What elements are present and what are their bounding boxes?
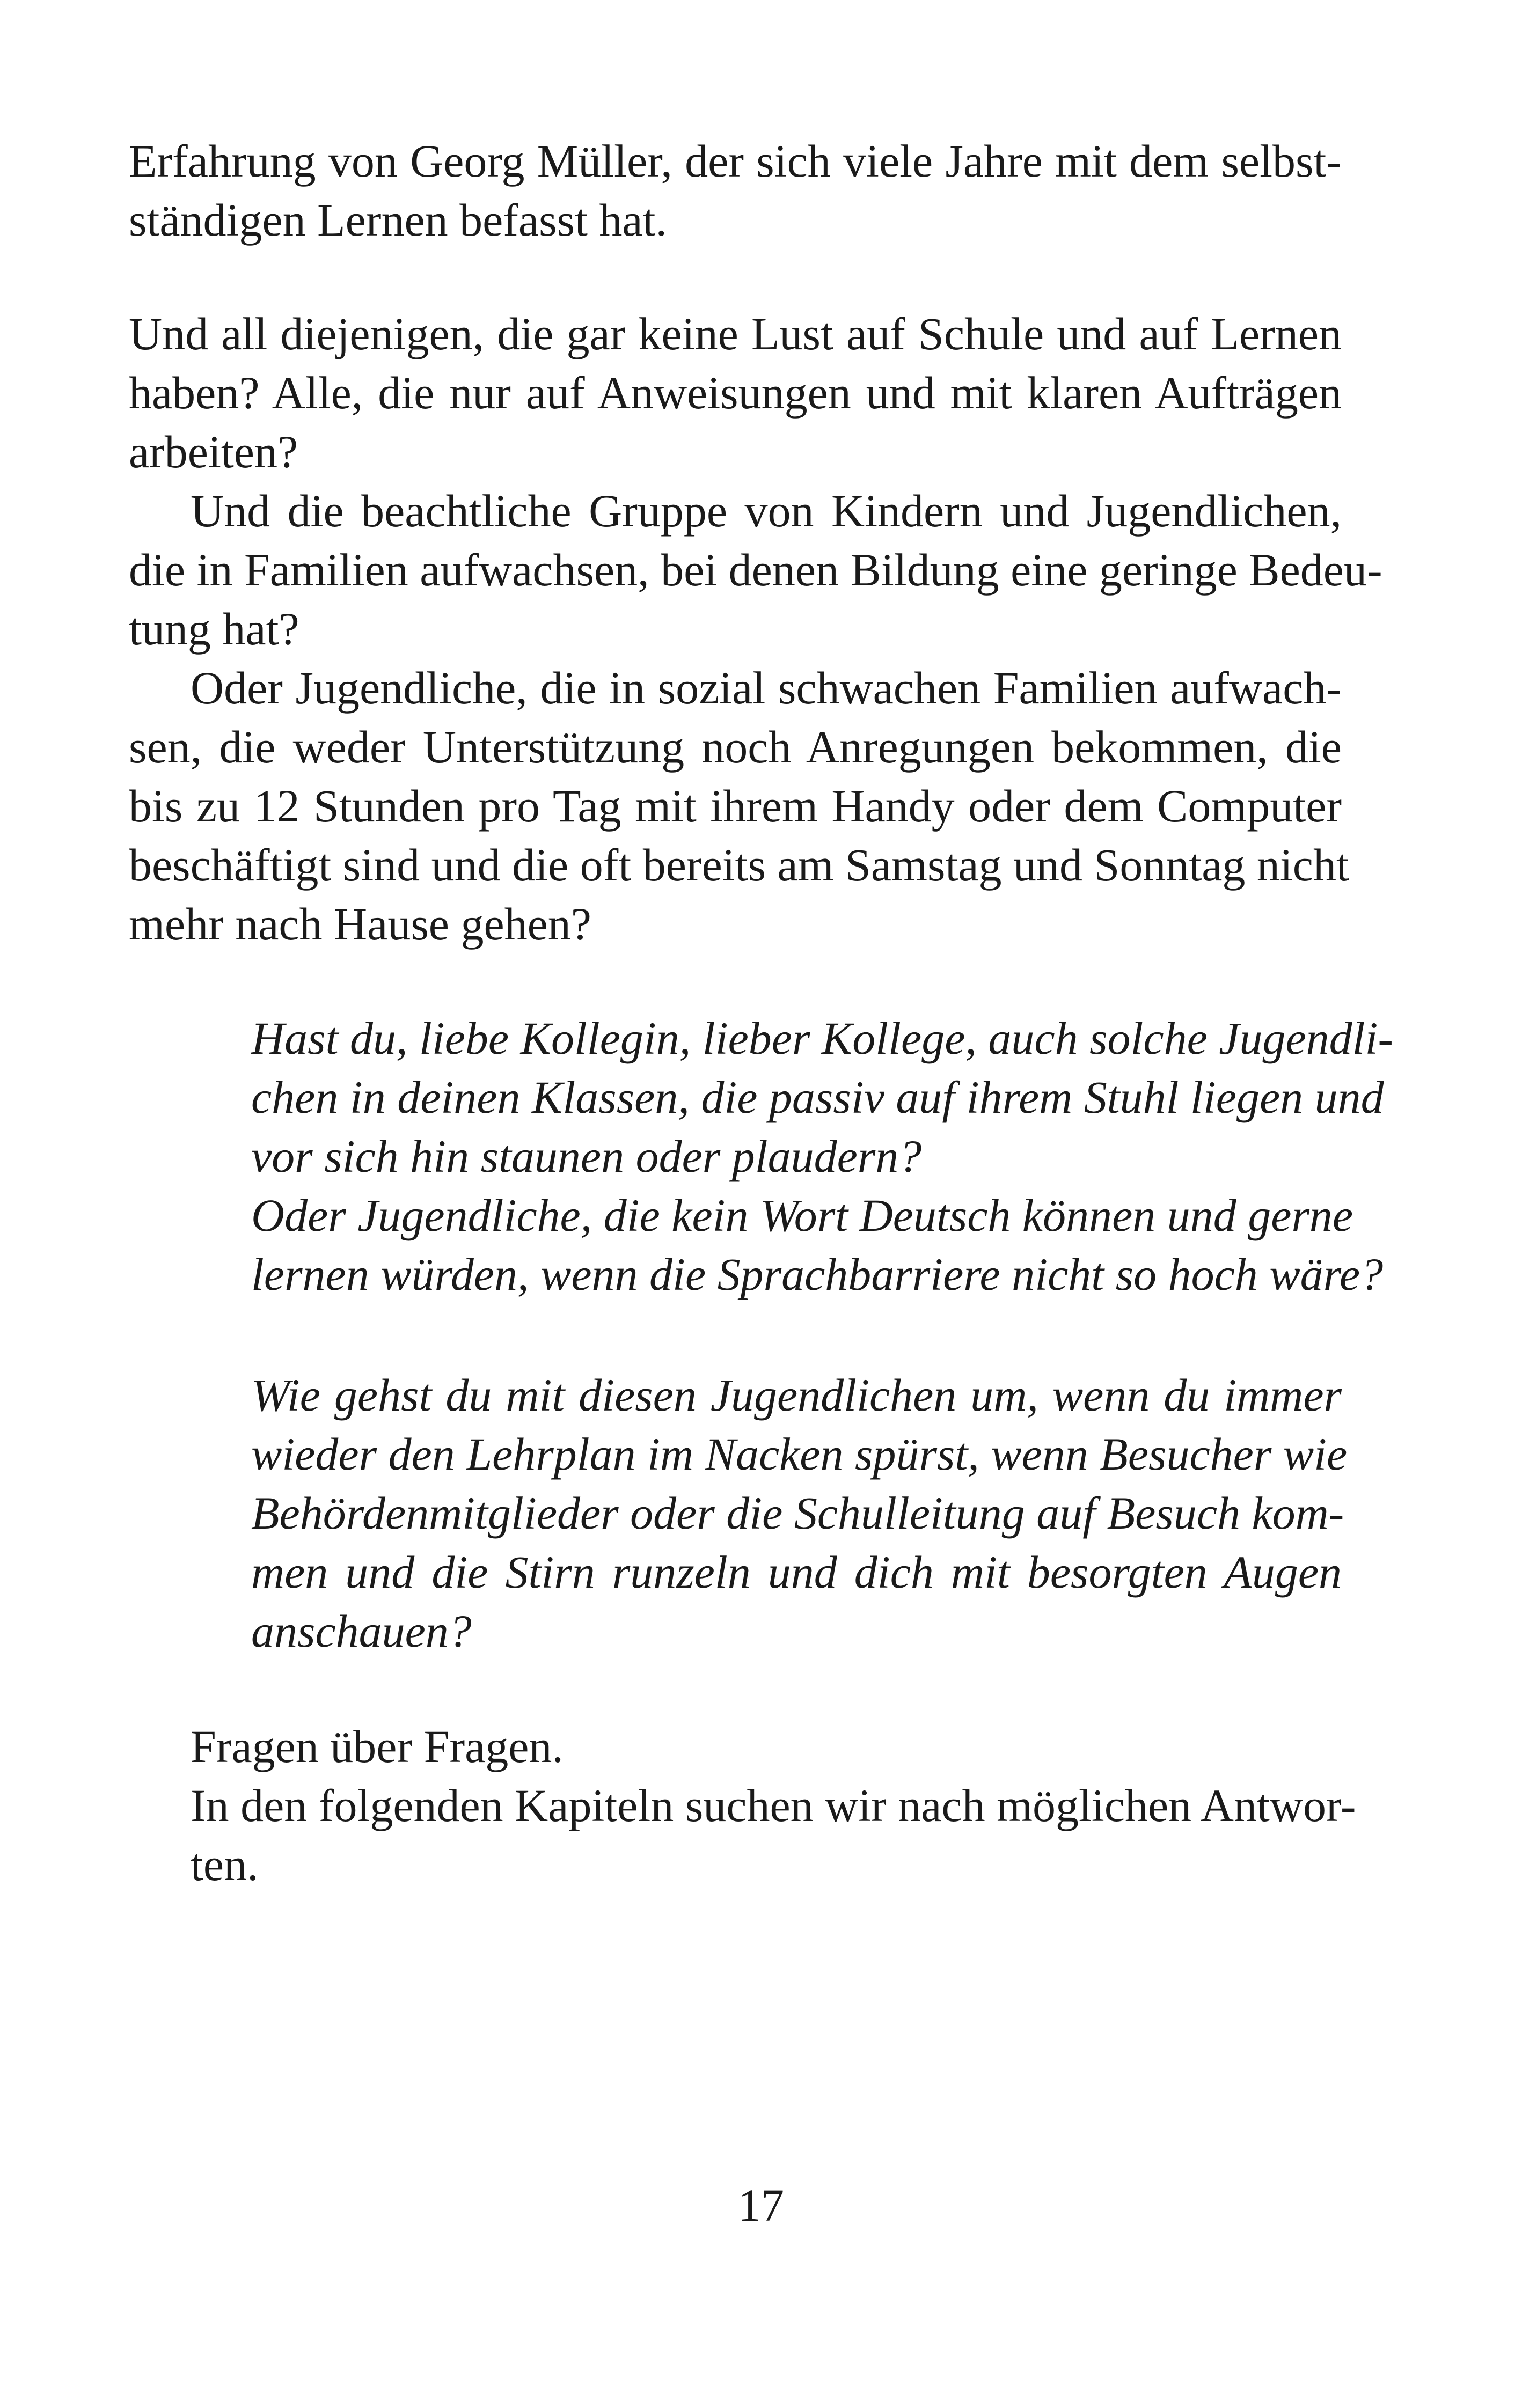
quote-text-line: wieder den Lehrplan im Nacken spürst, wenn Besucher wie	[251, 1428, 1348, 1480]
body-text-line: Fragen über Fragen.	[191, 1721, 564, 1772]
body-text-line: arbeiten?	[129, 426, 298, 478]
quote-text-line: Wie gehst du mit diesen Jugendlichen um, wenn du immer	[251, 1369, 1342, 1421]
body-text-line: In den folgenden Kapiteln suchen wir nach möglichen Antwor-	[191, 1780, 1356, 1831]
body-text-line: haben? Alle, die nur auf Anweisungen und mit klaren Aufträgen	[129, 367, 1342, 419]
quote-text-line: anschauen?	[251, 1605, 472, 1657]
body-text-line: beschäftigt sind und die oft bereits am Samstag und Sonntag nicht	[129, 839, 1349, 891]
body-text-line: Und all diejenigen, die gar keine Lust auf Schule und auf Lernen	[129, 308, 1342, 359]
body-text-line: sen, die weder Unterstützung noch Anregungen bekommen, die	[129, 721, 1342, 773]
quote-text-line: chen in deinen Klassen, die passiv auf ihrem Stuhl liegen und	[251, 1071, 1384, 1123]
body-text-line: ständigen Lernen befasst hat.	[129, 194, 667, 246]
quote-text-line: men und die Stirn runzeln und dich mit besorgten Augen	[251, 1546, 1342, 1598]
quote-text-line: Hast du, liebe Kollegin, lieber Kollege, auch solche Jugendli-	[251, 1012, 1394, 1064]
body-text-line: ten.	[191, 1839, 259, 1890]
quote-text-line: Behördenmitglieder oder die Schulleitung auf Besuch kom-	[251, 1487, 1344, 1539]
body-text-line: Erfahrung von Georg Müller, der sich viele Jahre mit dem selbst-	[129, 135, 1342, 187]
quote-text-line: vor sich hin staunen oder plaudern?	[251, 1130, 922, 1182]
body-text-line: tung hat?	[129, 603, 299, 655]
quote-text-line: Oder Jugendliche, die kein Wort Deutsch können und gerne	[251, 1190, 1353, 1241]
body-text-line: Oder Jugendliche, die in sozial schwachen Familien aufwach-	[191, 662, 1342, 714]
quote-text-line: lernen würden, wenn die Sprachbarriere nicht so hoch wäre?	[251, 1249, 1384, 1300]
body-text-line: die in Familien aufwachsen, bei denen Bildung eine geringe Bedeu-	[129, 544, 1382, 596]
body-text-line: Und die beachtliche Gruppe von Kindern und Jugendlichen,	[191, 485, 1342, 537]
body-text-line: mehr nach Hause gehen?	[129, 898, 591, 950]
body-text-line: bis zu 12 Stunden pro Tag mit ihrem Handy oder dem Computer	[129, 780, 1342, 832]
page-number: 17	[738, 2179, 784, 2231]
